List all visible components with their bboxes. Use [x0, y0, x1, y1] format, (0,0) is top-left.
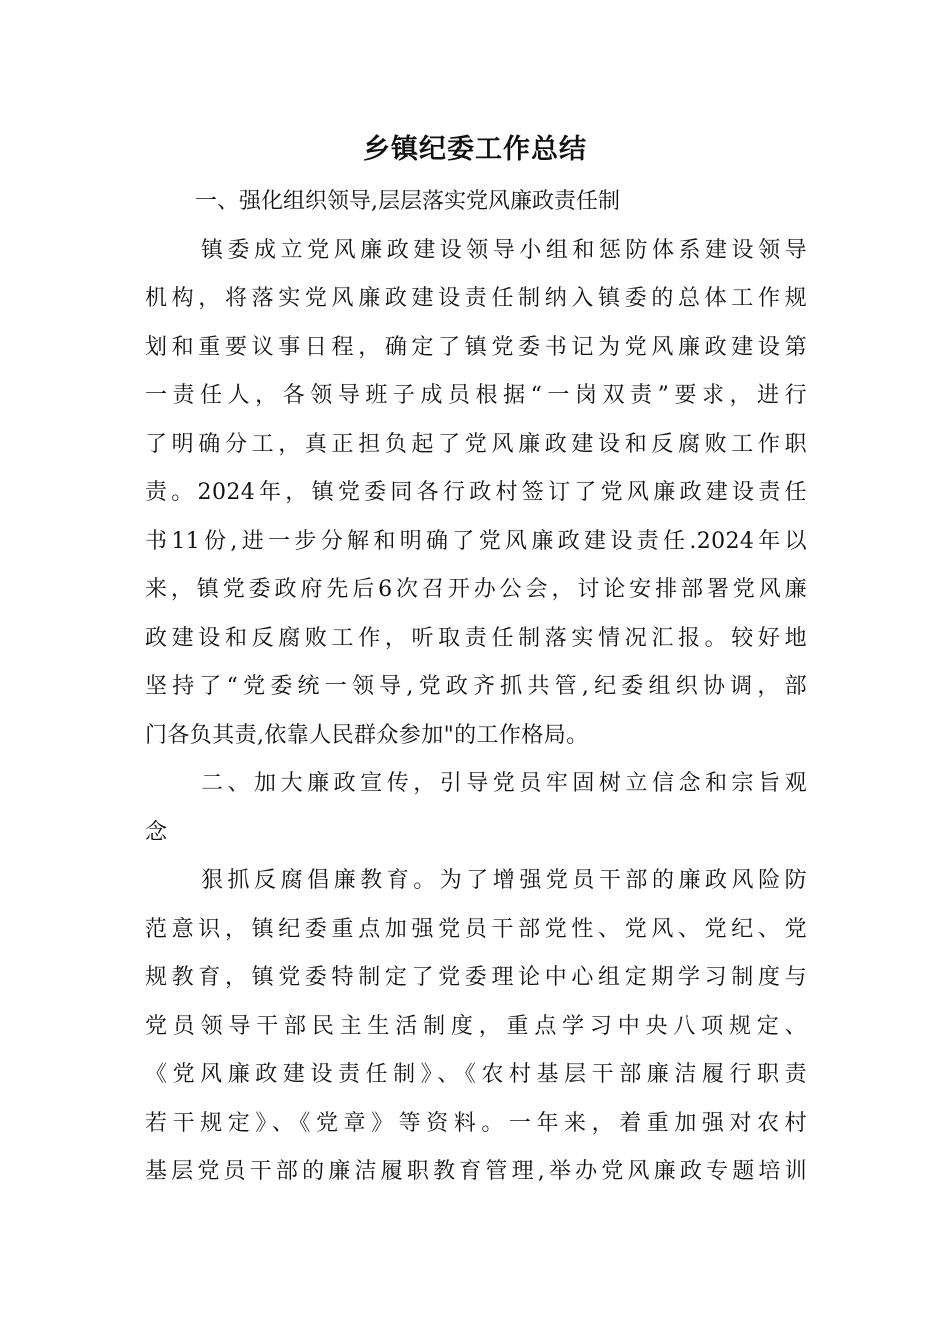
paragraph-line: 书11份,进一步分解和明确了党风廉政建设责任.2024年以	[145, 528, 807, 554]
paragraph-line: 政建设和反腐败工作，听取责任制落实情况汇报。较好地	[145, 625, 807, 651]
paragraph-line: 一责任人，各领导班子成员根据“一岗双责”要求，进行	[145, 383, 807, 408]
document-title: 乡镇纪委工作总结	[363, 134, 587, 165]
paragraph-line: 划和重要议事日程，确定了镇党委书记为党风廉政建设第	[145, 334, 807, 360]
paragraph-line: 来，镇党委政府先后6次召开办公会，讨论安排部署党风廉	[145, 577, 807, 602]
section-heading-2	[145, 760, 807, 857]
section-heading-2-line: 念	[145, 819, 168, 845]
paragraph-line: 镇委成立党风廉政建设领导小组和惩防体系建设领导	[201, 237, 807, 263]
paragraph-line: 坚持了“党委统一领导,党政齐抓共管,纪委组织协调，部	[145, 674, 807, 699]
paragraph-line: 基层党员干部的廉洁履职教育管理,举办党风廉政专题培训	[145, 1159, 807, 1184]
section-heading-2-line: 二、加大廉政宣传，引导党员牢固树立信念和宗旨观	[201, 771, 807, 796]
section-heading-1	[145, 178, 807, 227]
paragraph-line: 责。2024年，镇党委同各行政村签订了党风廉政建设责任	[145, 480, 807, 505]
paragraph-line: 范意识，镇纪委重点加强党员干部党性、党风、党纪、党	[145, 916, 807, 942]
paragraph-line: 机构，将落实党风廉政建设责任制纳入镇委的总体工作规	[145, 286, 807, 311]
document-body	[145, 178, 807, 1197]
paragraph-2	[145, 857, 807, 1197]
paragraph-line: 了明确分工，真正担负起了党风廉政建设和反腐败工作职	[145, 431, 807, 457]
paragraph-line: 若干规定》、《党章》等资料。一年来，着重加强对农村	[145, 1110, 807, 1136]
paragraph-1	[145, 227, 807, 761]
paragraph-line: 狠抓反腐倡廉教育。为了增强党员干部的廉政风险防	[201, 868, 807, 893]
paragraph-line: 《党风廉政建设责任制》、《农村基层干部廉洁履行职责	[145, 1062, 807, 1087]
paragraph-line: 党员领导干部民主生活制度，重点学习中央八项规定、	[145, 1013, 807, 1039]
paragraph-line: 规教育，镇党委特制定了党委理论中心组定期学习制度与	[145, 965, 807, 990]
paragraph-line: 门各负其责,依靠人民群众参加"的工作格局。	[145, 722, 589, 748]
section-heading-1-text: 一、强化组织领导,层层落实党风廉政责任制	[195, 189, 620, 214]
